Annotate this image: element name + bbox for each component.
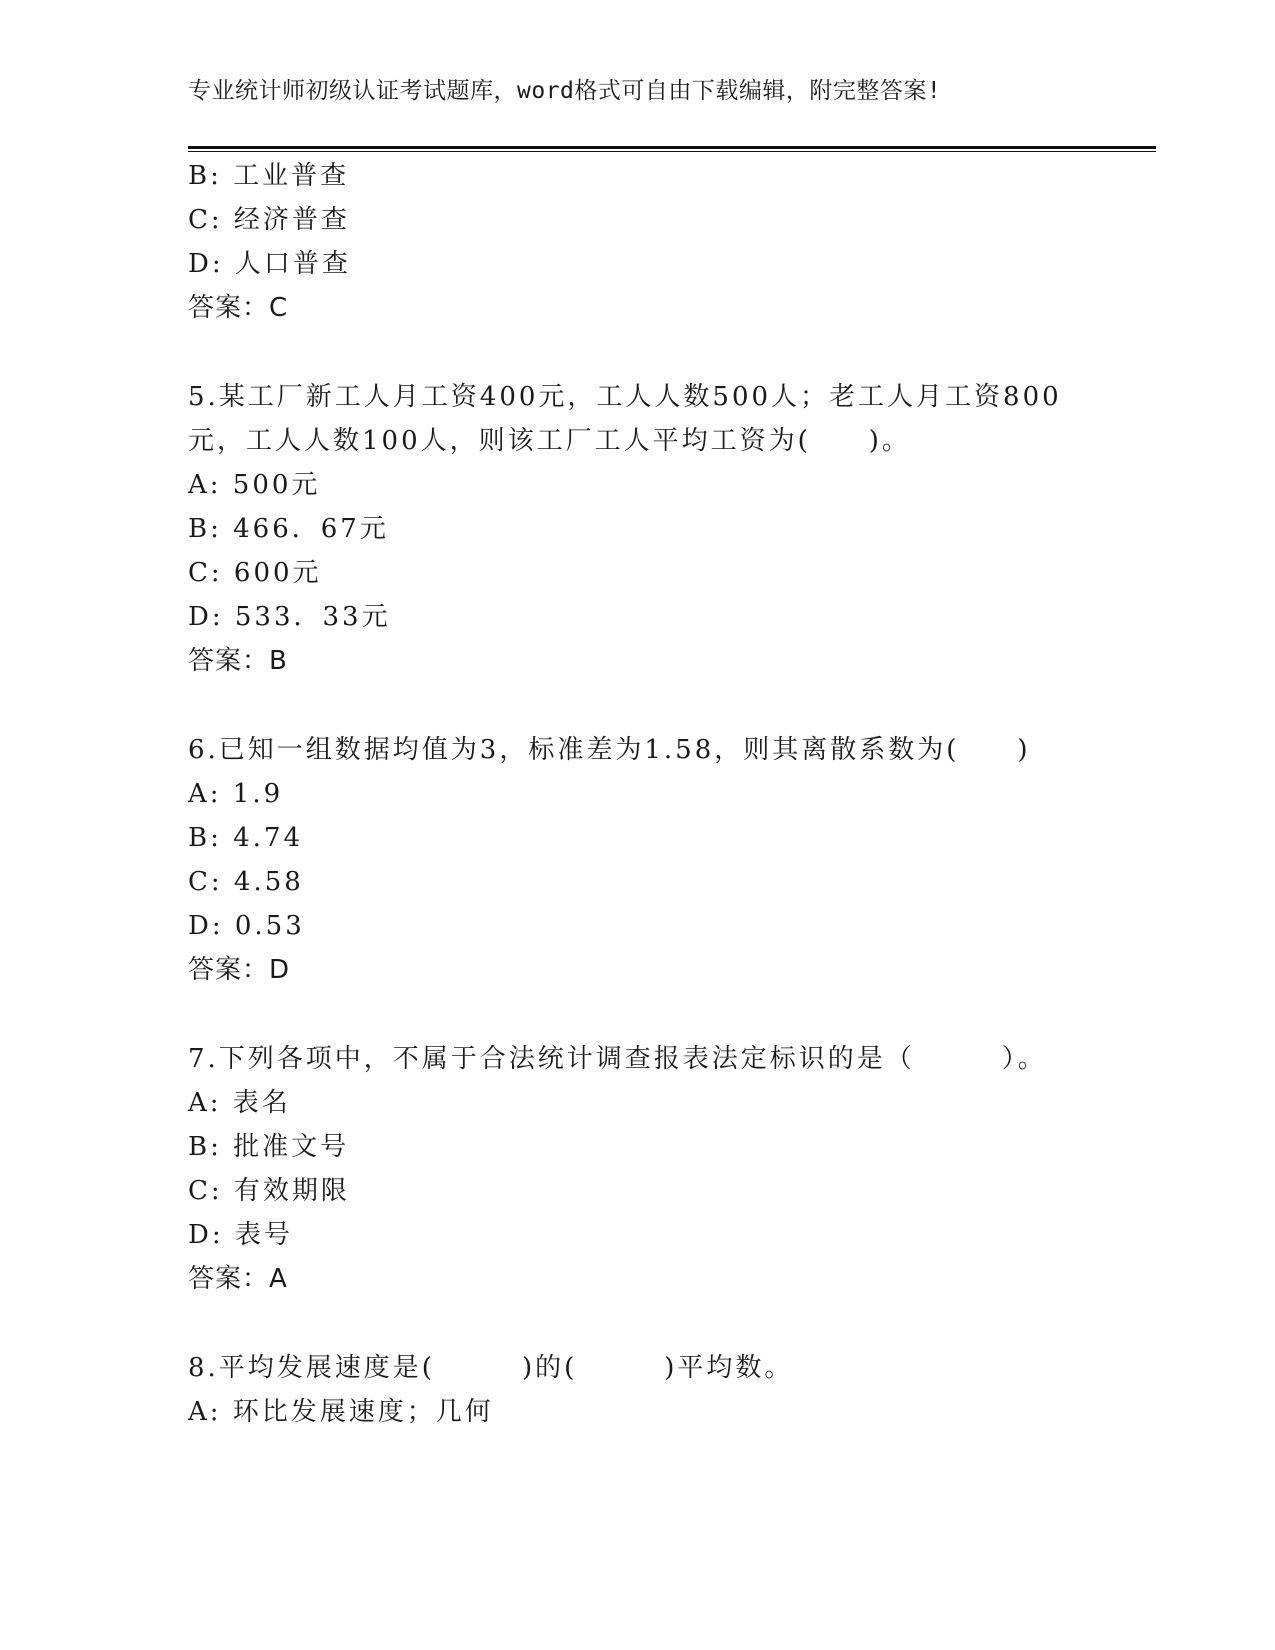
option-line: C: 4.58 [188, 867, 304, 897]
question-line: 元，工人人数100人，则该工厂工人平均工资为( )。 [188, 426, 911, 456]
option-line: B: 4.74 [188, 823, 304, 853]
option-line: B: 工业普查 [188, 161, 350, 191]
option-line: D: 0.53 [188, 911, 305, 941]
answer-line: 答案：B [188, 646, 288, 676]
option-line: C: 经济普查 [188, 205, 350, 235]
question-line: 8.平均发展速度是( )的( )平均数。 [188, 1353, 794, 1383]
option-line: A: 环比发展速度；几何 [188, 1397, 494, 1427]
question-line: 7.下列各项中，不属于合法统计调查报表法定标识的是（ ）。 [188, 1044, 1047, 1074]
option-line: D: 533．33元 [188, 602, 391, 632]
option-line: C: 有效期限 [188, 1176, 350, 1206]
option-line: D: 人口普查 [188, 249, 351, 279]
question-line: 5.某工厂新工人月工资400元，工人人数500人；老工人月工资800 [188, 382, 1062, 412]
option-line: A: 1.9 [188, 779, 284, 809]
header-rule-thick [188, 146, 1156, 149]
option-line: A: 表名 [188, 1088, 291, 1118]
answer-line: 答案：D [188, 955, 291, 985]
answer-line: 答案：A [188, 1264, 288, 1294]
option-line: D: 表号 [188, 1220, 293, 1250]
question-line: 6.已知一组数据均值为3，标准差为1.58，则其离散系数为( ) [188, 735, 1031, 765]
answer-line: 答案：C [188, 293, 289, 323]
option-line: C: 600元 [188, 558, 322, 588]
option-line: B: 批准文号 [188, 1132, 350, 1162]
page-header: 专业统计师初级认证考试题库，word格式可自由下载编辑，附完整答案! [188, 78, 942, 104]
header-rule-thin [188, 151, 1156, 152]
option-line: A: 500元 [188, 470, 321, 500]
option-line: B: 466．67元 [188, 514, 389, 544]
